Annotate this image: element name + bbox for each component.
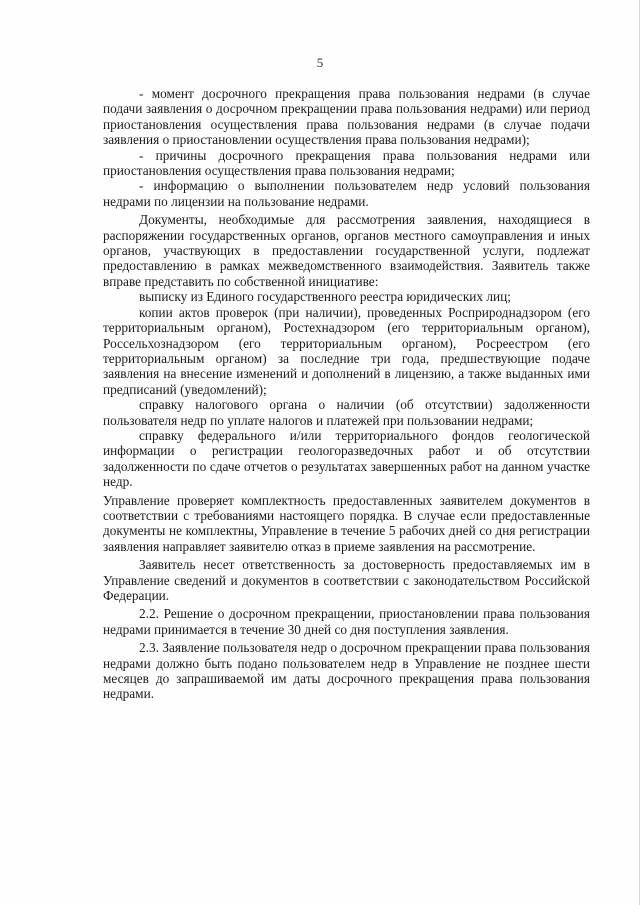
paragraph-applicant-responsibility: Заявитель несет ответственность за достоверность предоставляемых им в Управление сведений и документов в соответствии с законодательством Российской Федерации. [103,557,590,603]
paragraph-inspection-copies: копии актов проверок (при наличии), проведенных Росприроднадзором (его территориальным органом), Ростехнадзором (его территориальным органом), Россельхознадзором (его территориальным органом), Росреестром (его территориальным органом) за последние три года, предшествующие подаче заявления на внесение изменений и дополнений в лицензию, а также выданных ими предписаний (уведомлений); [103,304,590,397]
paragraph-completeness-check: Управление проверяет комплектность предоставленных заявителем документов в соответствии с требованиями настоящего порядка. В случае если предоставленные документы не комплектны, Управление в течение 5 рабочих дней со дня регистрации заявления направляет заявителю отказ в приеме заявления на рассмотрение. [103,492,590,554]
paragraph-termination-reasons: - причины досрочного прекращения права пользования недрами или приостановления осуществления права пользования недрами; [103,147,590,179]
paragraph-geological-certificate: справку федерального и/или территориального фондов геологической информации о регистрации геологоразведочных работ и об отсутствии задолженности по сдаче отчетов о результатах завершенных работ на данном участке недр. [103,427,590,490]
paragraph-termination-moment: - момент досрочного прекращения права пользования недрами (в случае подачи заявления о досрочном прекращении права пользования недрами) или период приостановления осуществления права пользования недрами (в случае подачи заявления о приостановлении осуществления права пользования недрами); [103,86,590,148]
document-body [103,86,590,702]
paragraph-registry-extract: выписку из Единого государственного реестра юридических лиц; [139,289,511,305]
page-number: 5 [316,55,324,70]
paragraph-license-compliance: - информацию о выполнении пользователем недр условий пользования недрами по лицензии на пользование недрами. [103,178,590,209]
paragraph-tax-certificate: справку налогового органа о наличии (об отсутствии) задолженности пользователя недр по уплате налогов и платежей при пользовании недрами; [103,397,590,428]
paragraph-required-documents: Документы, необходимые для рассмотрения заявления, находящиеся в распоряжении государственных органов, органов местного самоуправления и иных органов, участвующих в предоставлении государственной услуги, подлежат предоставлению в рамках межведомственного взаимодействия. Заявитель также вправе представить по собственной инициативе: [103,212,590,289]
paragraph-section-2-3: 2.3. Заявление пользователя недр о досрочном прекращении права пользования недрами должно быть подано пользователем недр в Управление не позднее шести месяцев до запрашиваемой им даты досрочного прекращения права пользования недрами. [103,640,590,702]
paragraph-section-2-2: 2.2. Решение о досрочном прекращении, приостановлении права пользования недрами принимается в течение 30 дней со дня поступления заявления. [103,606,590,637]
